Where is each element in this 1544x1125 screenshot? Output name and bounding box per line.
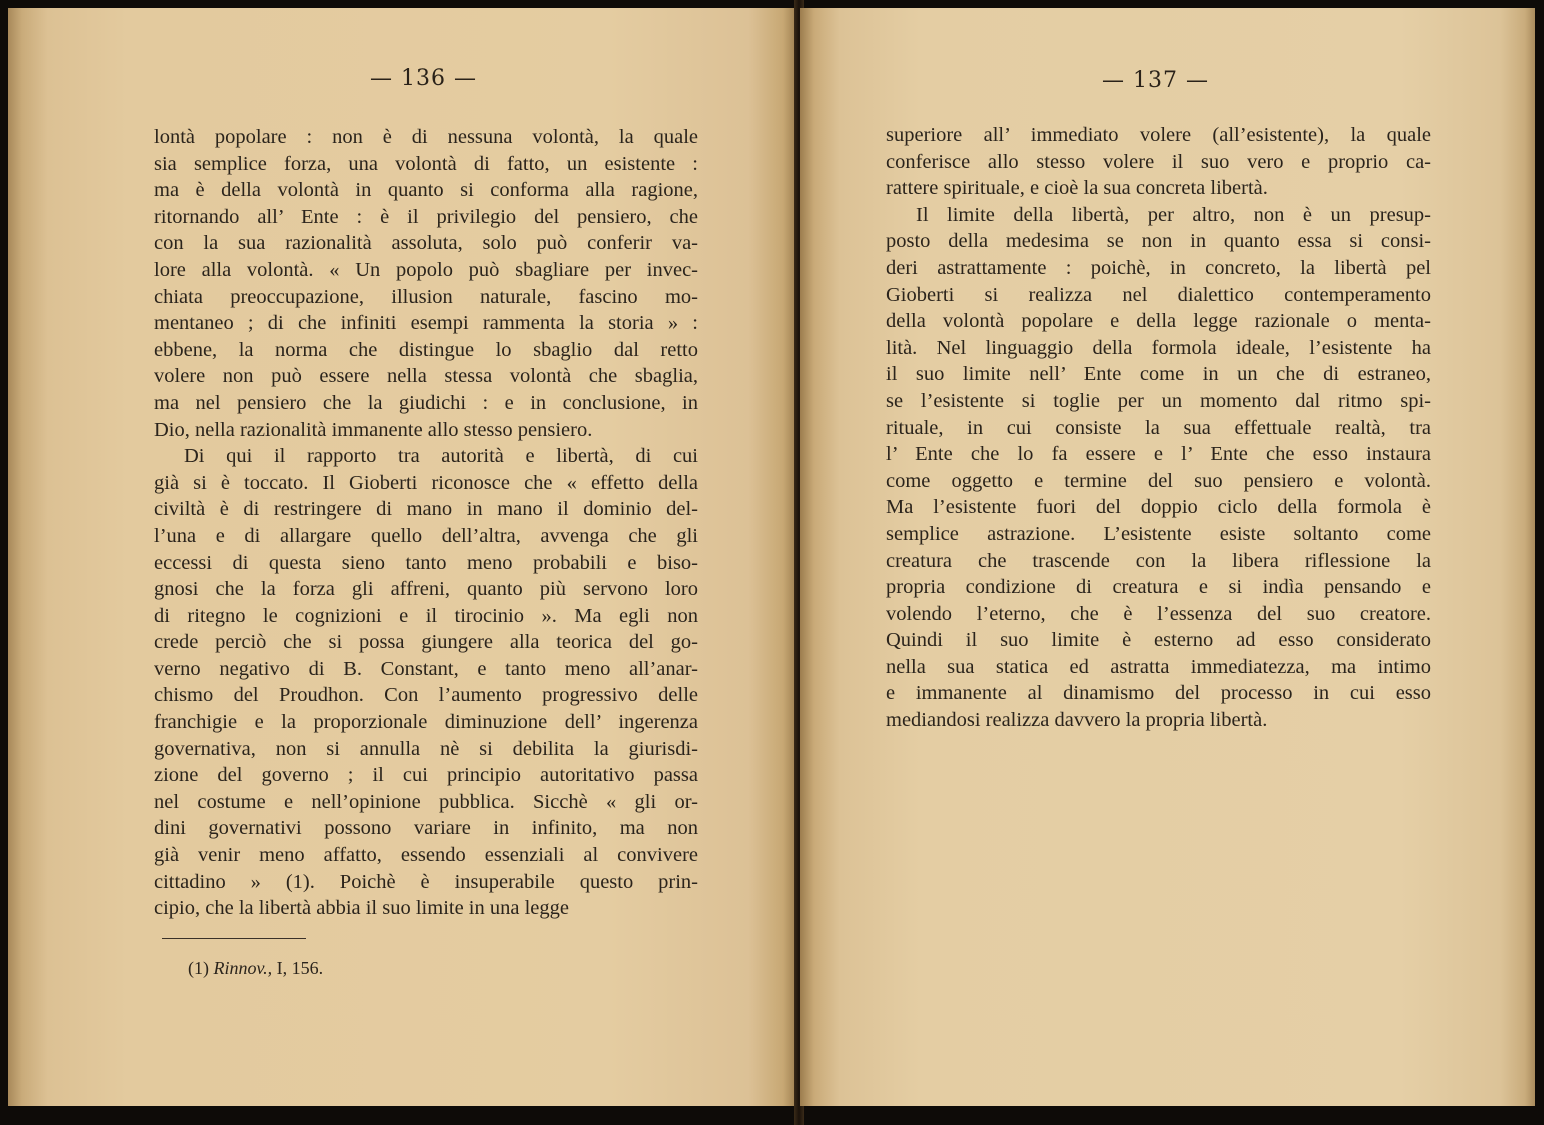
text-line: lità. Nel linguaggio della formola ideale, l’esistente ha xyxy=(886,336,1431,359)
text-line: Di qui il rapporto tra autorità e libertà, di cui xyxy=(184,445,698,468)
footnote-ref: I, 156. xyxy=(276,958,324,978)
text-line: Ma l’esistente fuori del doppio ciclo della formola è xyxy=(886,496,1431,519)
footnote-source: Rinnov., xyxy=(213,958,273,978)
left-page xyxy=(8,8,798,1106)
text-line: come oggetto e termine del suo pensiero e volontà. xyxy=(886,469,1431,492)
text-line: franchigie e la proporzionale diminuzione dell’ ingerenza xyxy=(154,711,698,734)
right-page xyxy=(800,8,1535,1106)
text-line: cipio, che la libertà abbia il suo limite in una legge xyxy=(154,897,569,920)
text-line: se l’esistente si toglie per un momento dal ritmo spi- xyxy=(886,389,1431,412)
text-line: Quindi il suo limite è esterno ad esso considerato xyxy=(886,629,1431,652)
footnote-marker: (1) xyxy=(188,958,209,978)
text-line: mentaneo ; di che infiniti esempi rammenta la storia » : xyxy=(154,312,698,335)
text-line: ma nel pensiero che la giudichi : e in conclusione, in xyxy=(154,391,698,414)
text-line: propria condizione di creatura e si indìa pensando e xyxy=(886,576,1431,599)
text-line: e immanente al dinamismo del processo in cui esso xyxy=(886,682,1431,705)
text-line: lontà popolare : non è di nessuna volontà, la quale xyxy=(154,126,698,148)
text-line: l’ Ente che lo fa essere e l’ Ente che esso instaura xyxy=(886,443,1431,466)
text-line: gnosi che la forza gli affreni, quanto più servono loro xyxy=(154,578,698,601)
text-line: dini governativi possono variare in infinito, ma non xyxy=(154,817,698,840)
text-line: mediandosi realizza davvero la propria libertà. xyxy=(886,709,1268,732)
text-line: Gioberti si realizza nel dialettico contemperamento xyxy=(886,283,1431,306)
text-line: rituale, in cui consiste la sua effettuale realtà, tra xyxy=(886,416,1431,439)
text-line: rattere spirituale, e cioè la sua concreta libertà. xyxy=(886,177,1268,200)
text-line: chiata preoccupazione, illusion naturale, fascino mo- xyxy=(154,285,698,308)
right-page-number: — 137 — xyxy=(1102,68,1209,93)
text-line: civiltà è di restringere di mano in mano il dominio del- xyxy=(154,498,698,521)
text-line: ritornando all’ Ente : è il privilegio del pensiero, che xyxy=(154,205,698,228)
text-line: zione del governo ; il cui principio autoritativo passa xyxy=(154,764,698,787)
text-line: ebbene, la norma che distingue lo sbaglio dal retto xyxy=(154,338,698,361)
text-line: crede perciò che si possa giungere alla teorica del go- xyxy=(154,631,698,654)
text-line: già si è toccato. Il Gioberti riconosce che « effetto della xyxy=(154,471,698,494)
text-line: già venir meno affatto, essendo essenziali al convivere xyxy=(154,844,698,867)
text-line: posto della medesima se non in quanto essa si consi- xyxy=(886,230,1431,253)
left-page-body xyxy=(154,124,698,922)
text-line: l’una e di allargare quello dell’altra, avvenga che gli xyxy=(154,524,698,547)
text-line: volere non può essere nella stessa volontà che sbaglia, xyxy=(154,365,698,388)
text-line: cittadino » (1). Poichè è insuperabile questo prin- xyxy=(154,870,698,893)
text-line: chismo del Proudhon. Con l’aumento progressivo delle xyxy=(154,684,698,707)
right-page-body xyxy=(886,122,1431,734)
text-line: lore alla volontà. « Un popolo può sbagliare per invec- xyxy=(154,258,698,281)
text-line: il suo limite nell’ Ente come in un che di estraneo, xyxy=(886,363,1431,386)
text-line: governativa, non si annulla nè si debilita la giurisdi- xyxy=(154,737,698,760)
footnote-rule xyxy=(162,938,306,939)
footnote xyxy=(188,958,323,979)
text-line: verno negativo di B. Constant, e tanto meno all’anar- xyxy=(154,657,698,680)
text-line: deri astrattamente : poichè, in concreto, la libertà pel xyxy=(886,256,1431,279)
text-line: ma è della volontà in quanto si conforma alla ragione, xyxy=(154,179,698,202)
text-line: eccessi di questa sieno tanto meno probabili e biso- xyxy=(154,551,698,574)
text-line: volendo l’eterno, che è l’essenza del suo creatore. xyxy=(886,602,1431,625)
text-line: conferisce allo stesso volere il suo vero e proprio ca- xyxy=(886,150,1431,173)
text-line: con la sua razionalità assoluta, solo può conferir va- xyxy=(154,232,698,255)
text-line: nel costume e nell’opinione pubblica. Sicchè « gli or- xyxy=(154,790,698,813)
text-line: semplice astrazione. L’esistente esiste soltanto come xyxy=(886,522,1431,545)
left-page-number: — 136 — xyxy=(370,66,477,91)
text-line: Il limite della libertà, per altro, non è un presup- xyxy=(916,203,1431,226)
text-line: superiore all’ immediato volere (all’esistente), la quale xyxy=(886,124,1431,146)
text-line: della volontà popolare e della legge razionale o menta- xyxy=(886,310,1431,333)
text-line: Dio, nella razionalità immanente allo stesso pensiero. xyxy=(154,418,593,441)
text-line: creatura che trascende con la libera riflessione la xyxy=(886,549,1431,572)
text-line: sia semplice forza, una volontà di fatto, un esistente : xyxy=(154,152,698,175)
text-line: nella sua statica ed astratta immediatezza, ma intimo xyxy=(886,655,1431,678)
text-line: di ritegno le cognizioni e il tirocinio ». Ma egli non xyxy=(154,604,698,627)
